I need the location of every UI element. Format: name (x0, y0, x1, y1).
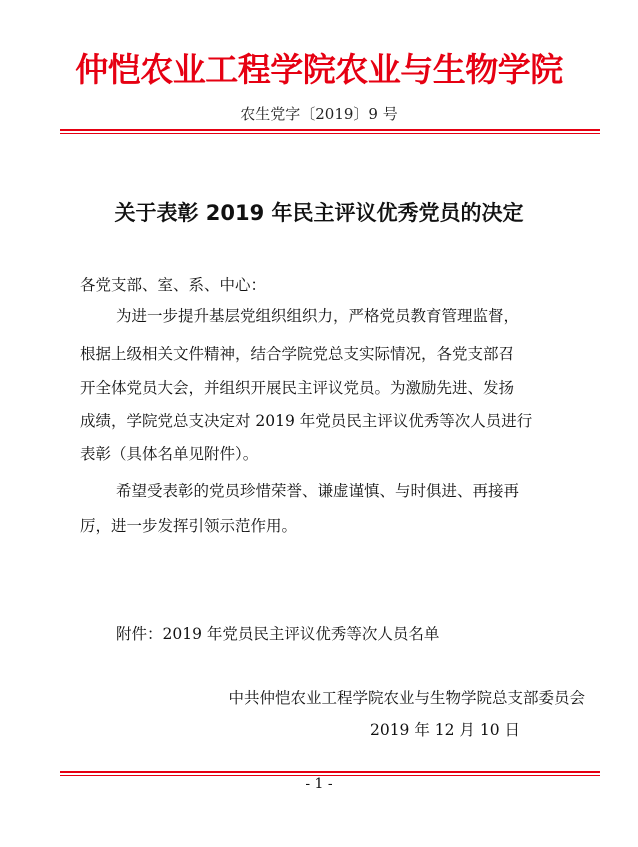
paragraph-line: 厉，进一步发挥引领示范作用。 (80, 517, 298, 535)
document-title: 关于表彰 2019 年民主评议优秀党员的决定 (114, 201, 524, 225)
paragraph-line: 成绩，学院党总支决定对 2019 年党员民主评议优秀等次人员进行 (80, 412, 533, 430)
paragraph-line: 开全体党员大会，并组织开展民主评议党员。为激励先进、发扬 (80, 379, 515, 397)
paragraph-line: 希望受表彰的党员珍惜荣誉、谦虚谨慎、与时俱进、再接再 (116, 482, 520, 500)
paragraph-line: 表彰（具体名单见附件）。 (80, 445, 259, 463)
header-title: 仲恺农业工程学院农业与生物学院 (75, 50, 563, 89)
salutation: 各党支部、室、系、中心： (80, 276, 267, 294)
header-divider-thick (60, 129, 600, 131)
page-number: - 1 - (305, 776, 333, 792)
footer-divider-thick (60, 771, 600, 773)
signatory: 中共仲恺农业工程学院农业与生物学院总支部委员会 (228, 689, 585, 707)
paragraph-line: 为进一步提升基层党组织组织力，严格党员教育管理监督， (116, 307, 520, 325)
document-number: 农生党字〔2019〕9 号 (240, 105, 398, 123)
issue-date: 2019 年 12 月 10 日 (369, 721, 520, 739)
paragraph-line: 根据上级相关文件精神，结合学院党总支实际情况，各党支部召 (80, 345, 515, 363)
header-divider-thin (60, 133, 600, 134)
attachment-note: 附件：2019 年党员民主评议优秀等次人员名单 (116, 625, 440, 643)
